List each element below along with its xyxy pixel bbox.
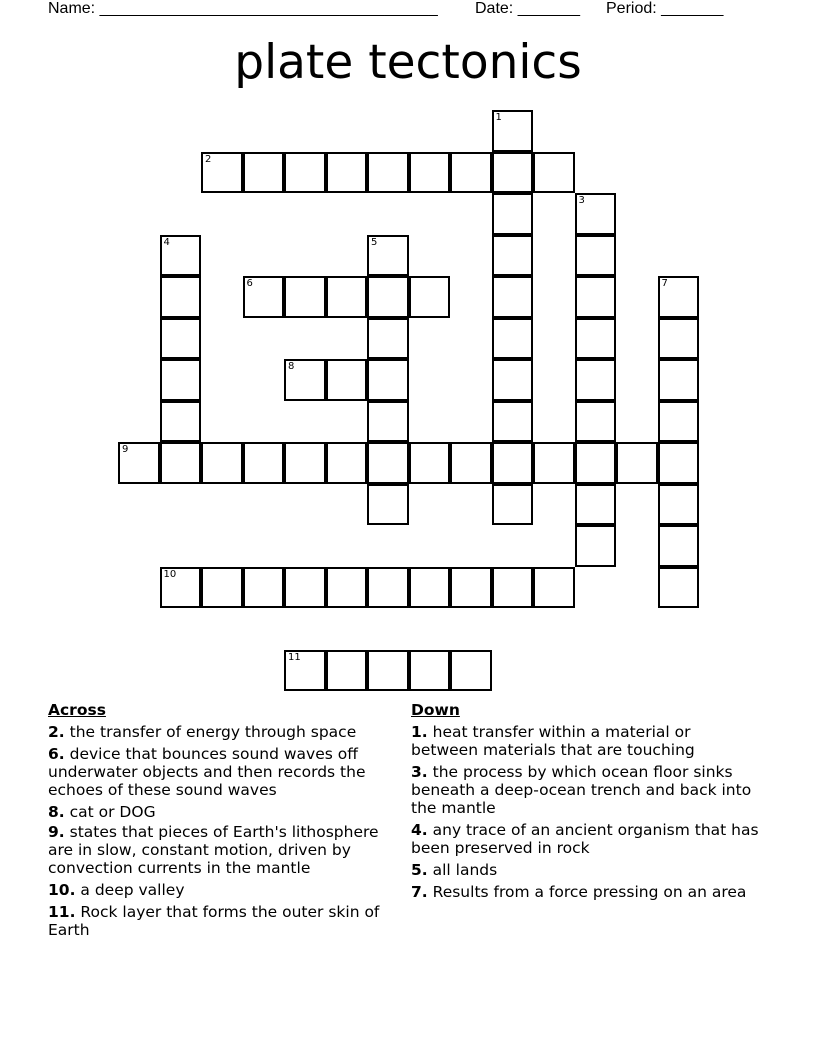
clue-down-5: 5. all lands <box>411 861 498 879</box>
crossword-cell[interactable] <box>367 401 409 443</box>
crossword-cell[interactable] <box>658 442 700 484</box>
crossword-cell[interactable] <box>367 235 409 277</box>
clue-across-9: 9. states that pieces of Earth's lithosphere are in slow, constant motion, driven by convection currents in the mantle <box>48 823 379 877</box>
crossword-cell[interactable] <box>367 567 409 609</box>
crossword-cell[interactable] <box>118 442 160 484</box>
crossword-cell[interactable] <box>326 359 368 401</box>
crossword-cell[interactable] <box>492 567 534 609</box>
clue-number: 5 <box>371 236 378 248</box>
date-field[interactable]: Date: _______ <box>475 0 580 17</box>
clue-across-11: 11. Rock layer that forms the outer skin of Earth <box>48 903 380 939</box>
name-field[interactable]: Name: ______________________________________ <box>48 0 438 17</box>
crossword-cell[interactable] <box>243 152 285 194</box>
clue-number: 10 <box>163 568 177 580</box>
clue-number: 11 <box>288 651 301 663</box>
clue-number: 6 <box>246 278 253 289</box>
crossword-cell[interactable] <box>367 276 409 318</box>
crossword-cell[interactable] <box>409 276 451 318</box>
crossword-cell[interactable] <box>575 359 617 401</box>
clue-down-3: 3. the process by which ocean floor sinks beneath a deep-ocean trench and back into the mantle <box>411 763 752 817</box>
crossword-cell[interactable] <box>326 442 368 484</box>
crossword-cell[interactable] <box>492 235 534 277</box>
crossword-cell[interactable] <box>160 567 202 609</box>
crossword-cell[interactable] <box>575 193 617 235</box>
crossword-cell[interactable] <box>492 152 534 194</box>
crossword-cell[interactable] <box>492 359 534 401</box>
clue-across-2: 2. the transfer of energy through space <box>48 723 357 741</box>
crossword-cell[interactable] <box>160 318 202 360</box>
clue-across-6: 6. device that bounces sound waves off underwater objects and then records the echoes of these sound waves <box>48 745 366 799</box>
down-heading: Down <box>411 701 460 719</box>
crossword-cell[interactable] <box>492 401 534 443</box>
crossword-cell[interactable] <box>450 152 492 194</box>
crossword-cell[interactable] <box>658 567 700 609</box>
clue-number: 2 <box>205 153 212 165</box>
crossword-cell[interactable] <box>326 650 368 692</box>
crossword-cell[interactable] <box>409 650 451 692</box>
crossword-cell[interactable] <box>326 276 368 318</box>
clue-down-7: 7. Results from a force pressing on an area <box>411 883 747 901</box>
crossword-cell[interactable] <box>492 110 534 152</box>
crossword-cell[interactable] <box>575 276 617 318</box>
crossword-cell[interactable] <box>616 442 658 484</box>
crossword-cell[interactable] <box>326 567 368 609</box>
crossword-cell[interactable] <box>658 525 700 567</box>
crossword-cell[interactable] <box>284 650 326 692</box>
crossword-cell[interactable] <box>492 193 534 235</box>
crossword-cell[interactable] <box>367 359 409 401</box>
crossword-cell[interactable] <box>450 567 492 609</box>
clue-across-10: 10. a deep valley <box>48 881 185 899</box>
across-clues <box>48 701 393 943</box>
crossword-cell[interactable] <box>575 484 617 526</box>
crossword-cell[interactable] <box>243 567 285 609</box>
crossword-cell[interactable] <box>160 401 202 443</box>
crossword-cell[interactable] <box>658 484 700 526</box>
crossword-cell[interactable] <box>243 276 285 318</box>
crossword-cell[interactable] <box>284 567 326 609</box>
crossword-cell[interactable] <box>533 567 575 609</box>
crossword-cell[interactable] <box>160 359 202 401</box>
crossword-cell[interactable] <box>160 235 202 277</box>
crossword-cell[interactable] <box>533 442 575 484</box>
crossword-cell[interactable] <box>201 442 243 484</box>
period-field[interactable]: Period: _______ <box>606 0 724 17</box>
crossword-cell[interactable] <box>575 318 617 360</box>
crossword-cell[interactable] <box>367 484 409 526</box>
crossword-cell[interactable] <box>284 276 326 318</box>
crossword-cell[interactable] <box>160 442 202 484</box>
crossword-cell[interactable] <box>575 442 617 484</box>
crossword-cell[interactable] <box>658 276 700 318</box>
clue-number: 8 <box>288 361 295 372</box>
crossword-cell[interactable] <box>367 650 409 692</box>
clue-number: 9 <box>122 444 129 455</box>
clue-number: 7 <box>661 278 668 289</box>
crossword-cell[interactable] <box>243 442 285 484</box>
crossword-cell[interactable] <box>367 442 409 484</box>
crossword-cell[interactable] <box>575 401 617 443</box>
crossword-cell[interactable] <box>658 401 700 443</box>
crossword-cell[interactable] <box>492 442 534 484</box>
crossword-cell[interactable] <box>201 152 243 194</box>
crossword-cell[interactable] <box>409 442 451 484</box>
crossword-cell[interactable] <box>450 442 492 484</box>
crossword-cell[interactable] <box>575 235 617 277</box>
down-clues <box>411 701 761 905</box>
crossword-cell[interactable] <box>367 318 409 360</box>
across-heading: Across <box>48 701 106 719</box>
crossword-cell[interactable] <box>658 359 700 401</box>
crossword-cell[interactable] <box>367 152 409 194</box>
crossword-cell[interactable] <box>492 318 534 360</box>
crossword-cell[interactable] <box>409 152 451 194</box>
crossword-cell[interactable] <box>160 276 202 318</box>
crossword-cell[interactable] <box>284 359 326 401</box>
clue-down-4: 4. any trace of an ancient organism that has been preserved in rock <box>411 821 759 857</box>
page-title: plate tectonics <box>234 35 582 90</box>
crossword-cell[interactable] <box>658 318 700 360</box>
crossword-cell[interactable] <box>201 567 243 609</box>
crossword-cell[interactable] <box>284 442 326 484</box>
clue-number: 4 <box>163 236 170 248</box>
crossword-cell[interactable] <box>492 276 534 318</box>
clue-number: 3 <box>578 195 585 206</box>
crossword-cell[interactable] <box>492 484 534 526</box>
clue-number: 1 <box>495 112 502 123</box>
clue-down-1: 1. heat transfer within a material or between materials that are touching <box>411 723 695 759</box>
crossword-cell[interactable] <box>326 152 368 194</box>
crossword-cell[interactable] <box>409 567 451 609</box>
crossword-cell[interactable] <box>575 525 617 567</box>
crossword-cell[interactable] <box>533 152 575 194</box>
crossword-cell[interactable] <box>284 152 326 194</box>
crossword-cell[interactable] <box>450 650 492 692</box>
clue-across-8: 8. cat or DOG <box>48 803 156 821</box>
